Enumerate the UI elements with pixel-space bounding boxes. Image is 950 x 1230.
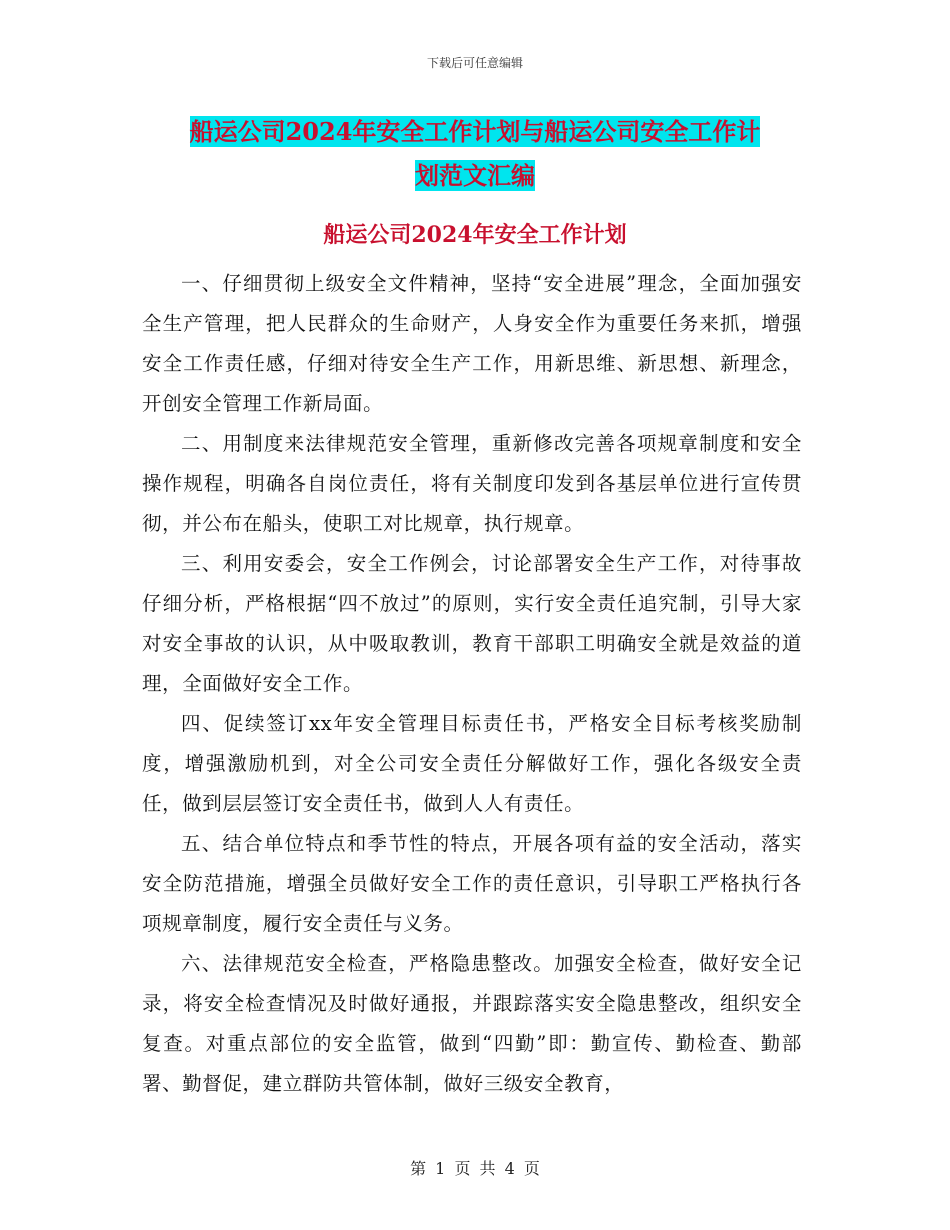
page-footer: 第 1 页 共 4 页 [410, 1159, 540, 1178]
paragraph-3: 三、利用安委会，安全工作例会，讨论部署安全生产工作，对待事故仔细分析，严格根据“四不放过”的原则，实行安全责任追究制，引导大家对安全事故的认识，从中吸取教训，教育干部职工明确安全就是效益的道理，全面做好安全工作。 [142, 552, 802, 695]
paragraph-4: 四、促续签订xx年安全管理目标责任书，严格安全目标考核奖励制度，增强激励机到，对全公司安全责任分解做好工作，强化各级安全责任，做到层层签订安全责任书，做到人人有责任。 [142, 712, 802, 815]
paragraph-5: 五、结合单位特点和季节性的特点，开展各项有益的安全活动，落实安全防范措施，增强全员做好安全工作的责任意识，引导职工严格执行各项规章制度，履行安全责任与义务。 [142, 832, 802, 935]
document-body [142, 264, 802, 1104]
paragraph-2: 二、用制度来法律规范安全管理，重新修改完善各项规章制度和安全操作规程，明确各自岗位责任，将有关制度印发到各基层单位进行宣传贯彻，并公布在船头，使职工对比规章，执行规章。 [142, 432, 802, 535]
document-title-line-1: 船运公司2024年安全工作计划与船运公司安全工作计 [189, 117, 761, 146]
header-note: 下载后可任意编辑 [426, 56, 523, 70]
document-title-line-2: 划范文汇编 [415, 161, 535, 190]
paragraph-1: 一、仔细贯彻上级安全文件精神，坚持“安全进展”理念，全面加强安全生产管理，把人民群众的生命财产，人身安全作为重要任务来抓，增强安全工作责任感，仔细对待安全生产工作，用新思维、新思想、新理念，开创安全管理工作新局面。 [142, 272, 802, 415]
document-title [140, 110, 810, 198]
paragraph-6: 六、法律规范安全检查，严格隐患整改。加强安全检查，做好安全记录，将安全检查情况及时做好通报，并跟踪落实安全隐患整改，组织安全复查。对重点部位的安全监管，做到“四勤”即：勤宣传、勤检查、勤部署、勤督促，建立群防共管体制，做好三级安全教育， [142, 952, 802, 1095]
section-title: 船运公司2024年安全工作计划 [323, 222, 627, 248]
